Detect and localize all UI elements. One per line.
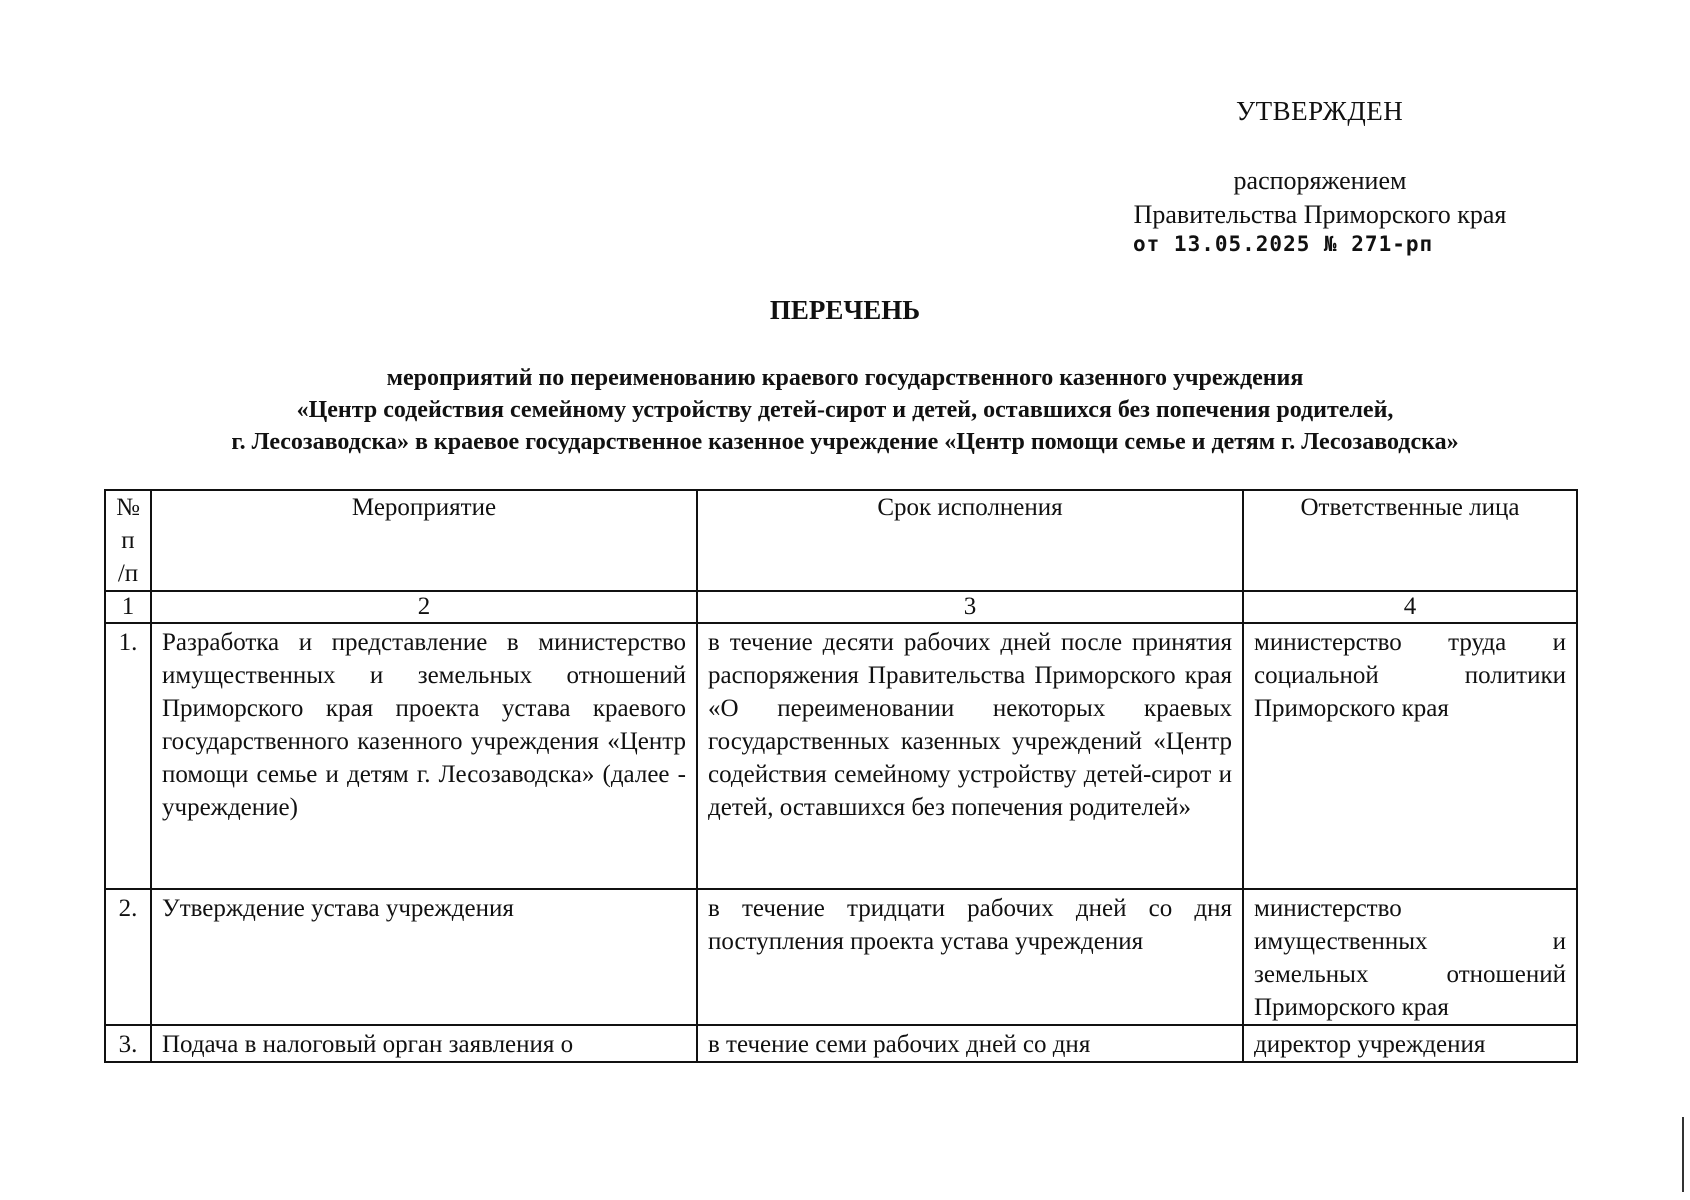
subtitle-line-3: г. Лесозаводска» в краевое государственное казенное учреждение «Центр помощи семье и детям г. Лесозаводска» [231, 429, 1459, 455]
table-row [105, 1025, 1577, 1062]
approval-heading: УТВЕРЖДЕН [1236, 96, 1404, 126]
subtitle-line-2: «Центр содействия семейному устройству детей-сирот и детей, оставшихся без попечения родителей, [296, 397, 1394, 423]
table-row [105, 889, 1577, 1025]
table-header-row [105, 490, 1577, 591]
row-number: 3. [105, 1025, 151, 1062]
index-cell: 4 [1243, 591, 1577, 623]
row-deadline: в течение десяти рабочих дней после принятия распоряжения Правительства Приморского края «О переименовании некоторых краевых государственных казенных учреждений «Центр содействия семейному устройству детей-сирот и детей, оставшихся без попечения родителей» [697, 623, 1243, 889]
header-number-line-1: № [116, 494, 140, 521]
index-cell: 1 [105, 591, 151, 623]
document-subtitle [60, 362, 1630, 458]
row-event: Разработка и представление в министерство имущественных и земельных отношений Приморского края проекта устава краевого государственного казенного учреждения «Центр помощи семье и детям г. Лесозаводска» (далее - учреждение) [151, 623, 697, 889]
row-deadline: в течение тридцати рабочих дней со дня поступления проекта устава учреждения [697, 889, 1243, 1025]
header-number-line-3: /п [117, 560, 139, 587]
row-event: Подача в налоговый орган заявления о [151, 1025, 697, 1062]
row-responsible: министерство имущественных и земельных отношений Приморского края [1243, 889, 1577, 1025]
header-responsible: Ответственные лица [1243, 490, 1577, 591]
table-index-row [105, 591, 1577, 623]
scan-edge-mark [1682, 1117, 1684, 1192]
header-number-line-2: п [121, 527, 135, 554]
decree-line-1: распоряжением [1233, 166, 1407, 195]
header-event: Мероприятие [151, 490, 697, 591]
document-title: ПЕРЕЧЕНЬ [769, 295, 921, 325]
header-number [105, 490, 151, 591]
date-number-stamp: от 13.05.2025 № 271-рп [1133, 232, 1434, 256]
events-table [104, 489, 1578, 1063]
row-event: Утверждение устава учреждения [151, 889, 697, 1025]
decree-line-2: Правительства Приморского края [1133, 200, 1507, 229]
table-row [105, 623, 1577, 889]
row-number: 1. [105, 623, 151, 889]
decree-reference [1100, 164, 1540, 232]
header-deadline: Срок исполнения [697, 490, 1243, 591]
row-number: 2. [105, 889, 151, 1025]
index-cell: 2 [151, 591, 697, 623]
row-responsible: директор учреждения [1243, 1025, 1577, 1062]
row-deadline: в течение семи рабочих дней со дня [697, 1025, 1243, 1062]
subtitle-line-1: мероприятий по переименованию краевого государственного казенного учреждения [386, 365, 1304, 391]
index-cell: 3 [697, 591, 1243, 623]
row-responsible: министерство труда и социальной политики Приморского края [1243, 623, 1577, 889]
